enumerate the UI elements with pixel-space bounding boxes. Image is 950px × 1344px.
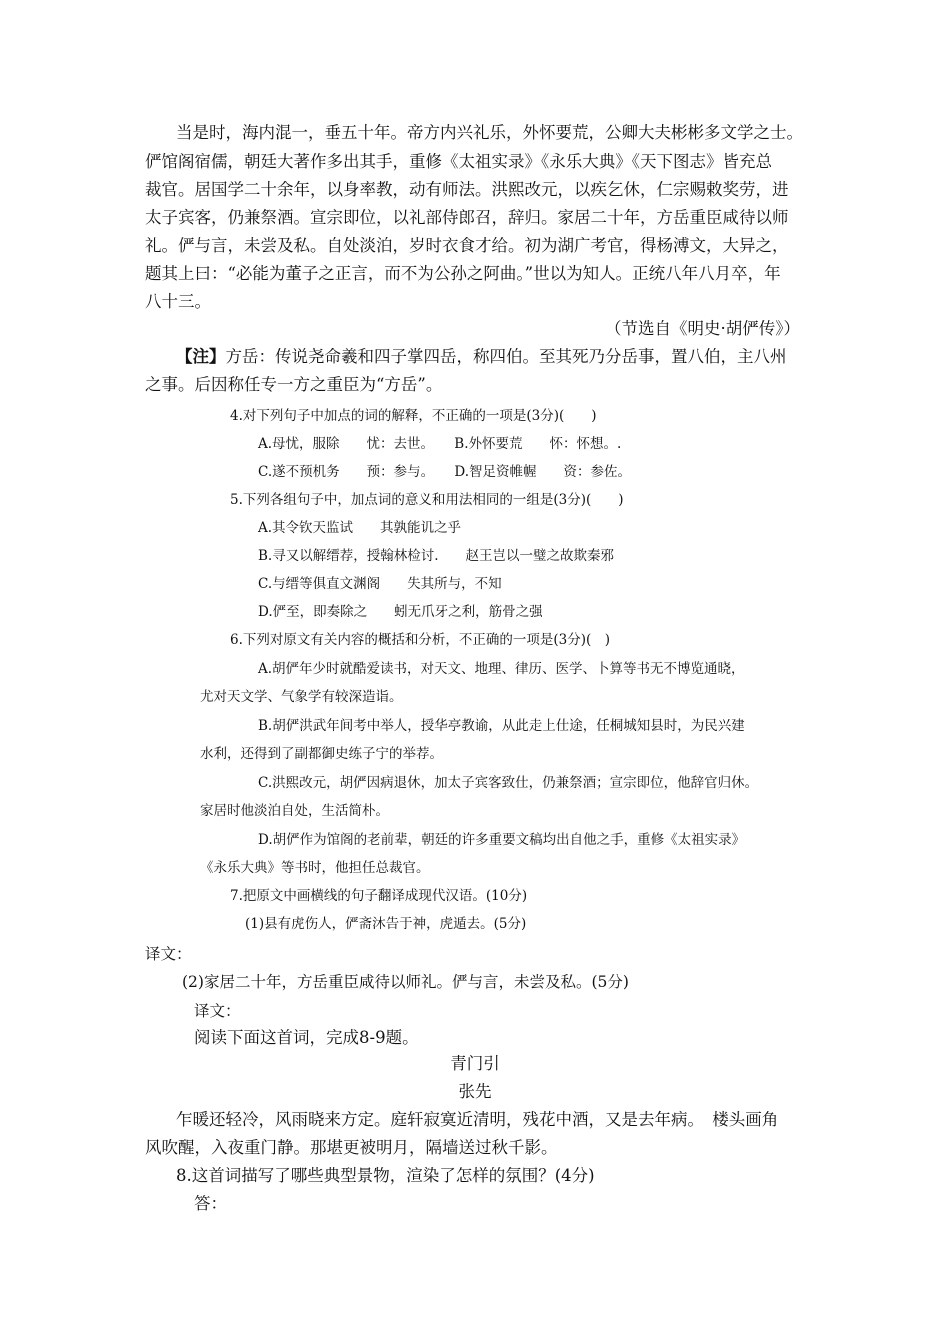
q8-stem: 8.这首词描写了哪些典型景物，渲染了怎样的氛围？(4分): [176, 1166, 595, 1185]
q6-option-a-line-2: 尤对天文学、气象学有较深造诣。: [200, 689, 403, 705]
q7-translation-label-2: 译文：: [194, 1002, 241, 1020]
q4-stem: 4.对下列句子中加点的词的解释，不正确的一项是(3分)( ): [230, 408, 597, 424]
q5-stem: 5.下列各组句子中，加点词的意义和用法相同的一组是(3分)( ): [230, 492, 624, 508]
q4-options-ab: A.母忧，服除 忧：去世。 B.外怀要荒 怀：怀想。.: [258, 436, 622, 452]
passage-source: （节选自《明史·胡俨传》）: [605, 319, 800, 338]
q6-option-a-line-1: A.胡俨年少时就酷爱读书，对天文、地理、律历、医学、卜算等书无不博览通晓，: [258, 661, 745, 677]
note-line-1: [176, 346, 787, 368]
q5-option-d: D.俨至，即奏除之 蚓无爪牙之利，筋骨之强: [258, 604, 543, 620]
passage-line-7: 八十三。: [145, 292, 211, 311]
q5-option-a: A.其令钦天监试 其孰能讥之乎: [258, 520, 462, 536]
poem-intro: 阅读下面这首词，完成8-9题。: [194, 1028, 419, 1047]
passage-line-3: 裁官。居国学二十余年，以身率教，动有师法。洪熙改元，以疾乞休，仁宗赐敕奖劳，进: [145, 180, 789, 199]
note-line-2: 之事。后因称任专一方之重臣为“方岳”。: [145, 375, 443, 394]
q6-option-d-line-1: D.胡俨作为馆阁的老前辈，朝廷的许多重要文稿均出自他之手，重修《太祖实录》: [258, 832, 746, 848]
q6-option-d-line-2: 《永乐大典》等书时，他担任总裁官。: [200, 860, 430, 876]
passage-line-5: 礼。俨与言，未尝及私。自处淡泊，岁时衣食才给。初为湖广考官，得杨溥文，大异之，: [145, 236, 789, 255]
q7-sentence-2: (2)家居二十年，方岳重臣咸待以师礼。俨与言，未尝及私。(5分): [182, 973, 629, 991]
poem-line-1: 乍暖还轻冷，风雨晓来方定。庭轩寂寞近清明，残花中酒，又是去年病。 楼头画角: [176, 1110, 779, 1129]
q7-translation-label-1: 译文：: [145, 945, 192, 963]
q6-option-b-line-1: B.胡俨洪武年间考中举人，授华亭教谕，从此走上仕途，任桐城知县时，为民兴建: [258, 718, 745, 734]
poem-author: 张先: [458, 1082, 492, 1101]
passage-line-1: 当是时，海内混一，垂五十年。帝方内兴礼乐，外怀要荒，公卿大夫彬彬多文学之士。: [176, 123, 803, 142]
q6-stem: 6.下列对原文有关内容的概括和分析，不正确的一项是(3分)( ): [230, 632, 611, 648]
q8-answer-label: 答：: [194, 1194, 227, 1213]
passage-line-4: 太子宾客，仍兼祭酒。宣宗即位，以礼部侍郎召，辞归。家居二十年，方岳重臣咸待以师: [145, 208, 789, 227]
q7-stem: 7.把原文中画横线的句子翻译成现代汉语。(10分): [230, 888, 528, 904]
q6-option-c-line-1: C.洪熙改元，胡俨因病退休，加太子宾客致仕，仍兼祭酒；宣宗即位，他辞官归休。: [258, 775, 759, 791]
q5-option-b: B.寻又以解缙荐，授翰林检讨. 赵王岂以一璧之故欺秦邪: [258, 548, 615, 564]
q4-options-cd: C.遂不预机务 预：参与。 D.智足资帷幄 资：参佐。: [258, 464, 632, 480]
note-mark: 【注】: [176, 347, 226, 366]
q6-option-c-line-2: 家居时他淡泊自处，生活简朴。: [200, 803, 389, 819]
poem-line-2: 风吹醒，入夜重门静。那堪更被明月，隔墙送过秋千影。: [145, 1138, 558, 1157]
passage-line-2: 俨馆阁宿儒，朝廷大著作多出其手，重修《太祖实录》《永乐大典》《天下图志》皆充总: [145, 152, 772, 171]
passage-line-6: 题其上曰：“必能为董子之正言，而不为公孙之阿曲。”世以为知人。正统八年八月卒，年: [145, 264, 781, 283]
note-text-1: 方岳：传说尧命羲和四子掌四岳，称四伯。至其死乃分岳事，置八伯，主八州: [225, 347, 787, 366]
q5-option-c: C.与缙等俱直文渊阁 失其所与，不知: [258, 576, 502, 592]
q6-option-b-line-2: 水利，还得到了副都御史练子宁的举荐。: [200, 746, 443, 762]
poem-title: 青门引: [450, 1054, 500, 1073]
q7-sentence-1: (1)县有虎伤人，俨斋沐告于神，虎遁去。(5分): [245, 916, 527, 932]
